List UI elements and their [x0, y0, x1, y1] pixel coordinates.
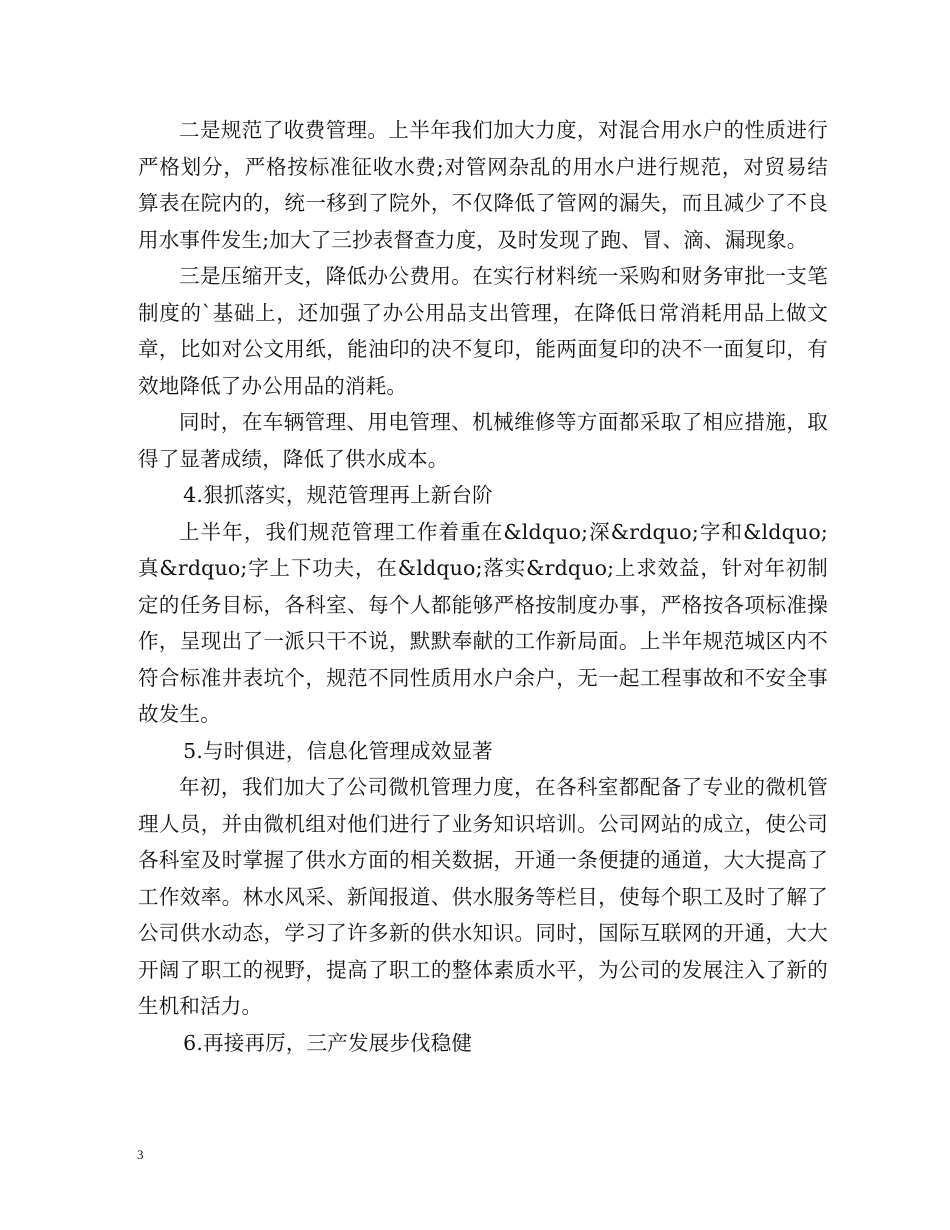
- section-heading-5: 5.与时俱进，信息化管理成效显著: [183, 738, 493, 763]
- paragraph-implementation: 上半年，我们规范管理工作着重在&ldquo;深&rdquo;字和&ldquo;真&rdquo;字上下功夫，在&ldquo;落实&rdquo;上求效益，针对年初制定的任务目标，各科室、每个人都能够严格按制度办事，严格按各项标准操作，呈现出了一派只干不说，默默奉献的工作新局面。上半年规范城区内不符合标准井表坑个，规范不同性质用水户余户，无一起工程事故和不安全事故发生。: [138, 519, 828, 726]
- paragraph-other-measures: 同时，在车辆管理、用电管理、机械维修等方面都采取了相应措施，取得了显著成绩，降低了供水成本。: [138, 410, 828, 471]
- section-heading-6: 6.再接再厉，三产发展步伐稳健: [183, 1030, 473, 1055]
- paragraph-fee-management: 二是规范了收费管理。上半年我们加大力度，对混合用水户的性质进行严格划分，严格按标准征收水费;对管网杂乱的用水户进行规范，对贸易结算表在院内的，统一移到了院外，不仅降低了管网的漏失，而且减少了不良用水事件发生;加大了三抄表督查力度，及时发现了跑、冒、滴、漏现象。: [138, 118, 828, 252]
- body-text: [138, 112, 828, 1061]
- page-number: 3: [137, 1147, 144, 1162]
- paragraph-cost-reduction: 三是压缩开支，降低办公费用。在实行材料统一采购和财务审批一支笔制度的`基础上，还加强了办公用品支出管理，在降低日常消耗用品上做文章，比如对公文用纸，能油印的决不复印，能两面复印的决不一面复印，有效地降低了办公用品的消耗。: [138, 264, 828, 398]
- section-heading-4: 4.狠抓落实，规范管理再上新台阶: [183, 483, 493, 507]
- paragraph-informatization: 年初，我们加大了公司微机管理力度，在各科室都配备了专业的微机管理人员，并由微机组对他们进行了业务知识培训。公司网站的成立，使公司各科室及时掌握了供水方面的相关数据，开通一条便捷的通道，大大提高了工作效率。林水风采、新闻报道、供水服务等栏目，使每个职工及时了解了公司供水动态，学习了许多新的供水知识。同时，国际互联网的开通，大大开阔了职工的视野，提高了职工的整体素质水平，为公司的发展注入了新的生机和活力。: [138, 775, 828, 1018]
